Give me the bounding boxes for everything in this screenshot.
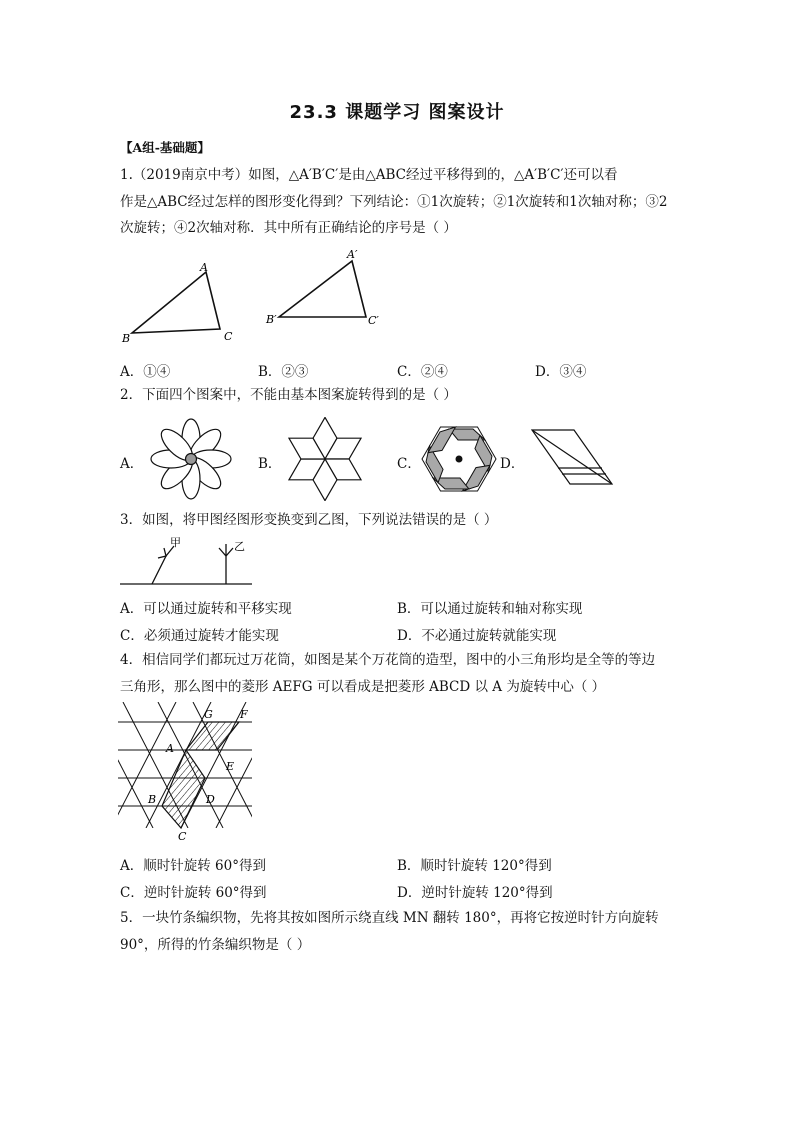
q3-figure	[118, 534, 258, 590]
q1-triangles-figure	[118, 245, 398, 353]
q2-label-b: B．	[258, 456, 282, 472]
q3-option-d: D．不必通过旋转就能实现	[397, 628, 557, 644]
parallelogram-pattern	[528, 426, 616, 488]
q3-option-b: B．可以通过旋转和轴对称实现	[397, 601, 583, 617]
q2-label-c: C．	[397, 456, 421, 472]
label-e: E	[226, 760, 235, 773]
q4-option-d: D．逆时针旋转 120°得到	[397, 885, 553, 901]
q4-line-1: 4．相信同学们都玩过万花筒，如图是某个万花筒的造型，图中的小三角形均是全等的等边	[120, 652, 656, 668]
label-d: D	[206, 793, 215, 806]
kaleidoscope-rhombus-figure	[118, 702, 258, 842]
q4-option-a: A．顺时针旋转 60°得到	[120, 858, 266, 874]
pinwheel-hexagon-pattern	[418, 419, 500, 499]
q4-line-2: 三角形，那么图中的菱形 AEFG 可以看成是把菱形 ABCD 以 A 为旋转中心（ ）	[120, 679, 606, 695]
label-c: C	[178, 830, 187, 842]
q1-option-a: A．①④	[120, 364, 171, 380]
flower-pattern	[143, 417, 239, 501]
q3-option-a: A．可以通过旋转和平移实现	[120, 601, 292, 617]
q5-line-2: 90°，所得的竹条编织物是（ ）	[120, 937, 311, 953]
q2-label-d: D．	[500, 456, 525, 472]
q1-line-1: 1.（2019南京中考）如图，△A′B′C′是由△ABC经过平移得到的，△A′B′C′还可以看	[120, 167, 618, 183]
label-b: B	[122, 332, 131, 345]
label-c: C	[224, 330, 233, 343]
q3-stem: 3．如图，将甲图经图形变换变到乙图，下列说法错误的是（ ）	[120, 512, 498, 528]
label-jia: 甲	[170, 536, 181, 549]
q1-line-2: 作是△ABC经过怎样的图形变化得到？下列结论：①1次旋转；②1次旋转和1次轴对称；③2	[120, 194, 668, 210]
page-title: 23.3 课题学习 图案设计	[289, 102, 505, 123]
label-c2: C′	[368, 314, 379, 327]
label-g: G	[204, 708, 213, 721]
six-rhombus-star-pattern	[283, 417, 367, 501]
label-b2: B′	[266, 313, 277, 326]
q1-option-b: B．②③	[258, 364, 309, 380]
q3-option-c: C．必须通过旋转才能实现	[120, 628, 279, 644]
label-b: B	[148, 793, 157, 806]
section-heading: 【A组-基础题】	[120, 140, 210, 155]
q2-label-a: A．	[120, 456, 144, 472]
q1-option-c: C．②④	[397, 364, 448, 380]
label-a: A	[166, 742, 174, 755]
q2-stem: 2．下面四个图案中，不能由基本图案旋转得到的是（ ）	[120, 387, 457, 403]
label-f: F	[240, 708, 248, 721]
q5-line-1: 5．一块竹条编织物，先将其按如图所示绕直线 MN 翻转 180°，再将它按逆时针方向旋转	[120, 910, 659, 926]
rhombus-abcd	[162, 750, 205, 828]
q4-option-b: B．顺时针旋转 120°得到	[397, 858, 552, 874]
q1-line-3: 次旋转；④2次轴对称．其中所有正确结论的序号是（ ）	[120, 220, 457, 236]
q1-option-d: D．③④	[535, 364, 587, 380]
q4-option-c: C．逆时针旋转 60°得到	[120, 885, 267, 901]
triangle-abc	[132, 272, 220, 333]
label-yi: 乙	[234, 540, 245, 553]
label-a2: A′	[347, 248, 358, 261]
triangle-a2b2c2	[279, 261, 366, 317]
label-a: A	[200, 261, 208, 274]
